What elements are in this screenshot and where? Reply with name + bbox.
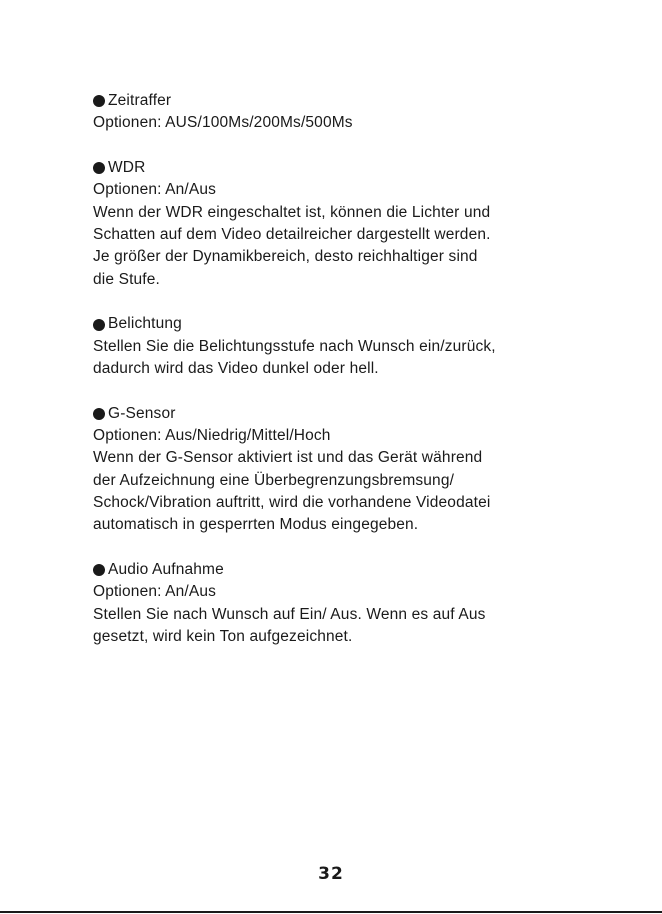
heading-text: Zeitraffer bbox=[108, 92, 172, 109]
body-line: automatisch in gesperrten Modus eingegeben. bbox=[93, 516, 419, 534]
section-g-sensor bbox=[93, 403, 593, 537]
bottom-divider bbox=[0, 911, 662, 913]
heading-text: WDR bbox=[108, 159, 146, 177]
section-zeitraffer bbox=[93, 90, 593, 135]
bullet-icon bbox=[93, 408, 105, 420]
section-heading bbox=[93, 313, 593, 335]
body-line: Optionen: An/Aus bbox=[93, 181, 217, 199]
section-heading bbox=[93, 157, 593, 179]
heading-text: G-Sensor bbox=[108, 404, 176, 422]
page-number: 32 bbox=[318, 864, 344, 884]
manual-content bbox=[93, 90, 593, 671]
section-heading bbox=[93, 559, 593, 581]
body-line: dadurch wird das Video dunkel oder hell. bbox=[93, 359, 379, 377]
body-line: Je größer der Dynamikbereich, desto reichhaltiger sind bbox=[93, 248, 478, 266]
body-line: Stellen Sie nach Wunsch auf Ein/ Aus. Wenn es auf Aus bbox=[93, 605, 486, 623]
heading-text: Audio Aufnahme bbox=[108, 561, 224, 579]
body-line: Optionen: Aus/Niedrig/Mittel/Hoch bbox=[93, 427, 331, 445]
body-line: Stellen Sie die Belichtungsstufe nach Wunsch ein/zurück, bbox=[93, 337, 496, 355]
section-heading bbox=[93, 90, 593, 112]
bullet-icon bbox=[93, 162, 105, 174]
body-line: Wenn der G-Sensor aktiviert ist und das Gerät während bbox=[93, 449, 483, 467]
section-heading bbox=[93, 403, 593, 425]
bullet-icon bbox=[93, 95, 105, 107]
body-line: Optionen: An/Aus bbox=[93, 583, 217, 601]
body-line: Wenn der WDR eingeschaltet ist, können die Lichter und bbox=[93, 203, 491, 221]
section-audio-aufnahme bbox=[93, 559, 593, 648]
body-line: Schock/Vibration auftritt, wird die vorhandene Videodatei bbox=[93, 493, 491, 511]
section-belichtung bbox=[93, 313, 593, 380]
body-line: gesetzt, wird kein Ton aufgezeichnet. bbox=[93, 627, 353, 645]
bullet-icon bbox=[93, 564, 105, 576]
heading-text: Belichtung bbox=[108, 315, 182, 333]
body-line: die Stufe. bbox=[93, 270, 160, 288]
bullet-icon bbox=[93, 319, 105, 331]
body-line: Schatten auf dem Video detailreicher dargestellt werden. bbox=[93, 225, 491, 243]
body-line: Optionen: AUS/100Ms/200Ms/500Ms bbox=[93, 114, 353, 132]
body-line: der Aufzeichnung eine Überbegrenzungsbremsung/ bbox=[93, 471, 455, 489]
section-wdr bbox=[93, 157, 593, 291]
